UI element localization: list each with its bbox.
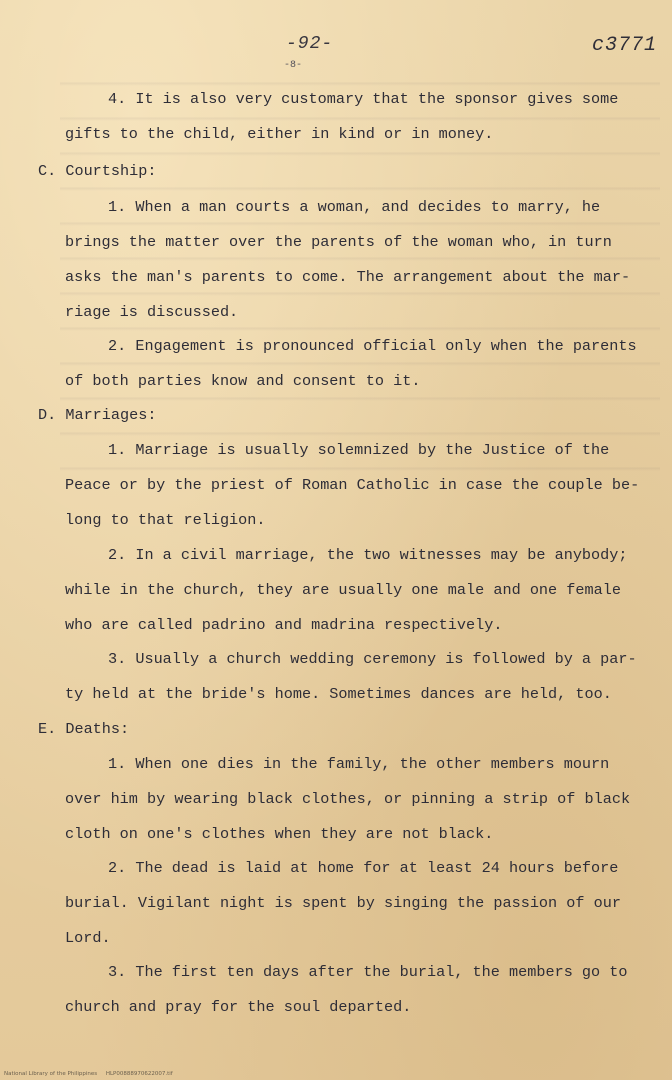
text-line: gifts to the child, either in kind or in money. <box>65 125 494 143</box>
section-heading-marriages: D. Marriages: <box>38 406 157 424</box>
text-line: riage is discussed. <box>65 303 239 321</box>
text-line: church and pray for the soul departed. <box>65 998 412 1016</box>
text-line: 3. The first ten days after the burial, the members go to <box>108 963 628 981</box>
text-line: cloth on one's clothes when they are not black. <box>65 825 494 843</box>
text-line: Peace or by the priest of Roman Catholic in case the couple be- <box>65 476 640 494</box>
text-line: burial. Vigilant night is spent by singing the passion of our <box>65 894 621 912</box>
page-number: -92- <box>286 34 334 54</box>
section-heading-deaths: E. Deaths: <box>38 720 130 738</box>
section-heading-courtship: C. Courtship: <box>38 162 157 180</box>
text-line: while in the church, they are usually one male and one female <box>65 581 621 599</box>
text-line: 1. When one dies in the family, the other members mourn <box>108 755 610 773</box>
text-line: 2. The dead is laid at home for at least 24 hours before <box>108 859 619 877</box>
text-line: 2. Engagement is pronounced official only when the parents <box>108 337 637 355</box>
text-line: of both parties know and consent to it. <box>65 372 421 390</box>
page-mark: -8- <box>284 60 303 71</box>
text-line: ty held at the bride's home. Sometimes dances are held, too. <box>65 685 612 703</box>
archive-footer: National Library of the Philippines HLP00888970622007.tif <box>4 1071 173 1077</box>
text-line: brings the matter over the parents of the woman who, in turn <box>65 233 612 251</box>
text-line: 1. When a man courts a woman, and decides to marry, he <box>108 198 601 216</box>
text-line: 1. Marriage is usually solemnized by the Justice of the <box>108 441 610 459</box>
text-line: over him by wearing black clothes, or pinning a strip of black <box>65 790 631 808</box>
reference-number: c3771 <box>592 34 658 57</box>
text-line: 3. Usually a church wedding ceremony is followed by a par- <box>108 650 637 668</box>
text-line: 4. It is also very customary that the sponsor gives some <box>108 90 619 108</box>
text-line: asks the man's parents to come. The arrangement about the mar- <box>65 268 631 286</box>
text-line: who are called padrino and madrina respectively. <box>65 616 503 634</box>
text-line: Lord. <box>65 929 111 947</box>
text-line: long to that religion. <box>65 511 266 529</box>
text-line: 2. In a civil marriage, the two witnesses may be anybody; <box>108 546 628 564</box>
